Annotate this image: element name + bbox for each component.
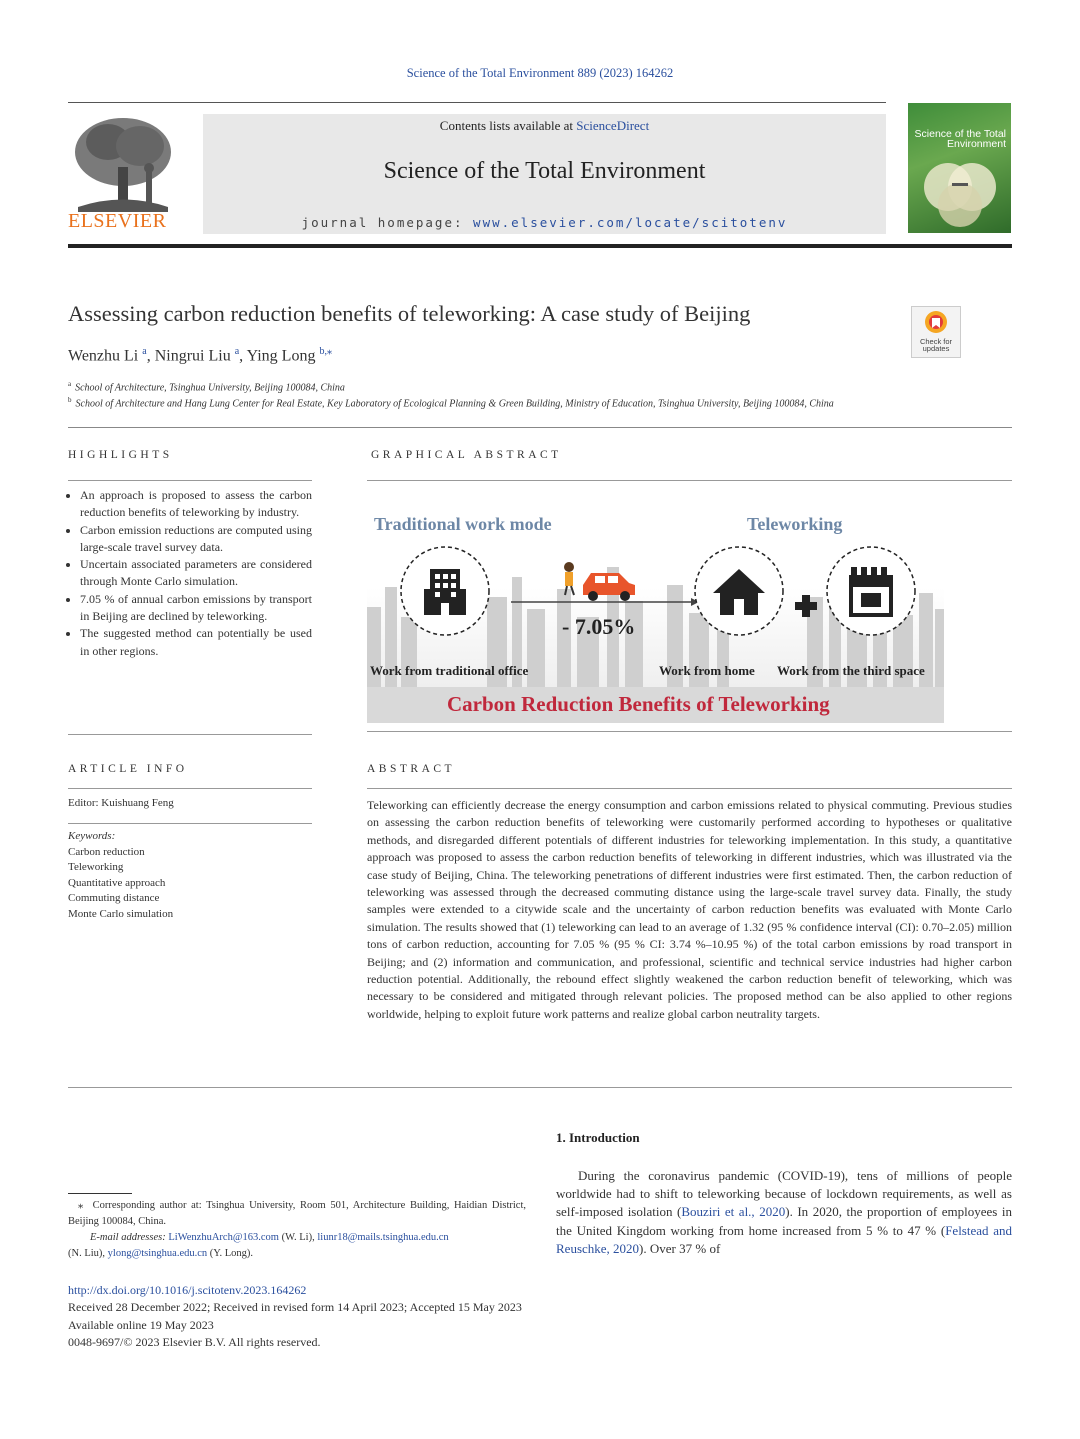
ga-home-label: Work from home [659, 663, 755, 678]
online-date: Available online 19 May 2023 [68, 1317, 214, 1332]
introduction-paragraph: During the coronavirus pandemic (COVID-19), tens of millions of people worldwide had to shift to teleworking because of lockdown requirements, as well as self-imposed isolation (Bouziri et al., 2020). In 2020, the proportion of employees in the United Kingdom working from home increased from 5 % to 47 % (Felstead and Reuschke, 2020). Over 37 % of [556, 1168, 1013, 1256]
journal-citation[interactable]: Science of the Total Environment 889 (2023) 164262 [406, 66, 674, 80]
check-updates-icon [924, 310, 948, 336]
affiliation: $^b$ School of Architecture and Hang Lung Center for Real Estate, Key Laboratory of Ecological Planning & Green Building, Ministry of Education, Tsinghua University, Beijing 100084, China [68, 396, 834, 410]
email-link[interactable]: ylong@tsinghua.edu.cn [107, 1248, 208, 1259]
highlight-item: • 7.05 % of annual carbon emissions by transport in Beijing are declined by teleworking. [80, 591, 312, 626]
home-icon [693, 545, 785, 637]
keyword[interactable]: Monte Carlo simulation [68, 907, 174, 920]
doi-link[interactable]: http://dx.doi.org/10.1016/j.scitotenv.2023.164262 [68, 1283, 307, 1297]
ga-traditional-label: Traditional work mode [374, 514, 552, 534]
graphical-abstract-heading: GRAPHICAL ABSTRACT [371, 449, 562, 461]
affiliation: $^a$ School of Architecture, Tsinghua University, Beijing 100084, China [68, 380, 345, 394]
homepage-link[interactable]: www.elsevier.com/locate/scitotenv [473, 215, 788, 230]
office-building-icon [399, 545, 491, 637]
elsevier-wordmark: ELSEVIER [68, 210, 167, 232]
citation-link[interactable]: Bouziri et al., 2020 [681, 1204, 786, 1220]
highlights-list [68, 487, 312, 660]
plus-icon [795, 595, 817, 617]
ga-third-space-label: Work from the third space [777, 663, 925, 678]
abstract-rule [367, 788, 1012, 789]
citation-link[interactable]: Felstead and Reuschke, 2020 [556, 1222, 1013, 1256]
highlights-heading: HIGHLIGHTS [68, 449, 173, 461]
author-affil-sup[interactable]: b,⁎ [319, 346, 332, 357]
email-link[interactable]: liunr18@mails.tsinghua.edu.cn [317, 1232, 449, 1243]
editor-rule [68, 823, 312, 824]
front-matter-end-rule [68, 1087, 1012, 1088]
graphical-abstract-figure[interactable] [367, 497, 944, 723]
ga-teleworking-label: Teleworking [747, 514, 843, 534]
check-for-updates-badge[interactable] [911, 306, 961, 358]
ga-office-label: Work from traditional office [370, 663, 529, 678]
history-dates: Received 28 December 2022; Received in revised form 14 April 2023; Accepted 15 May 2023 [68, 1300, 522, 1315]
highlight-item: • An approach is proposed to assess the carbon reduction benefits of teleworking by industry. [80, 487, 312, 522]
sciencedirect-link[interactable]: ScienceDirect [576, 118, 650, 133]
check-updates-label: Check for updates [919, 337, 953, 353]
copyright: 0048-9697/© 2023 Elsevier B.V. All rights reserved. [68, 1335, 321, 1350]
journal-banner [203, 114, 886, 234]
keyword[interactable]: Carbon reduction [68, 845, 145, 858]
header-divider [68, 102, 886, 103]
commute-arrow-car-icon [511, 557, 701, 607]
cover-title: Science of the Total Environment [914, 128, 1006, 150]
keyword[interactable]: Commuting distance [68, 892, 160, 905]
author-list: Wenzhu Li $^a$, Ningrui Liu $^a$, Ying Long $^{b,⁎}$ [68, 346, 332, 365]
keywords-block [68, 829, 173, 923]
email-link[interactable]: LiWenzhuArch@163.com [168, 1232, 279, 1243]
journal-cover[interactable] [908, 103, 1011, 233]
ga-reduction-value: - 7.05% [562, 614, 636, 639]
author-name[interactable]: Ying Long [246, 347, 316, 365]
author-name[interactable]: Wenzhu Li [68, 347, 139, 365]
publication-info [68, 1282, 522, 1352]
article-info-rule [68, 788, 312, 789]
keywords-label: Keywords: [68, 830, 116, 842]
keyword[interactable]: Teleworking [68, 861, 124, 874]
author-affil-sup[interactable]: a [142, 346, 147, 357]
ga-banner-title: Carbon Reduction Benefits of Teleworking [447, 692, 830, 716]
abstract-text: Teleworking can efficiently decrease the energy consumption and carbon emissions related to physical commuting. Previous studies on assessing the carbon reduction benefits of teleworking were customarily performed according to hypotheses or qualitative methods, and disregarded different potentials of different industries for teleworking implementation. In this study, a quantitative approach was proposed to assess the carbon reduction benefits of teleworking in different industries, which was illustrated via the case study of Beijing, China. The teleworking penetrations of different industries were first estimated. Then, the carbon reduction of teleworking was assessed through the decreased commuting distance using the large-scale travel survey data. Finally, the study samples were extended to a citywide scale and the uncertainty of carbon reduction benefits was evaluated with Monte Carlo simulation. The results showed that (1) teleworking can lead to an average of 1.32 (95 % confidence interval (CI): 0.70–2.05) million tons of carbon reduction, accounting for 7.05 % (95 % CI: 3.74 %–10.95 %) of the total carbon emissions by road transport in Beijing; and (2) information and communication, and professional, scientific and technical service industries had higher carbon reduction potential. Additionally, the rebound effect slightly weakened the carbon reduction benefit of teleworking, which was necessary to be considered and mitigated through relevant policies. The proposed method can be also applied to other regions worldwide, helping to exploit future work patterns and realize global carbon neutrality targets. [367, 798, 1012, 1021]
highlight-item: • The suggested method can potentially be used in other regions. [80, 625, 312, 660]
keyword[interactable]: Quantitative approach [68, 876, 166, 889]
contents-line: Contents lists available at ScienceDirect [439, 118, 650, 133]
cover-petal-graphic [916, 153, 1004, 228]
cafe-storefront-icon [825, 545, 917, 637]
ga-top-rule [367, 480, 1012, 481]
journal-title: Science of the Total Environment [383, 158, 706, 184]
abstract-heading: ABSTRACT [367, 763, 456, 775]
article-info-heading: ARTICLE INFO [68, 763, 188, 775]
article-title: Assessing carbon reduction benefits of teleworking: A case study of Beijing [68, 301, 751, 326]
author-name[interactable]: Ningrui Liu [154, 347, 231, 365]
highlights-end-rule [68, 734, 312, 735]
introduction-heading: 1. Introduction [556, 1130, 640, 1145]
highlights-rule [68, 480, 312, 481]
author-affil-sup[interactable]: a [234, 346, 240, 357]
journal-homepage: journal homepage: www.elsevier.com/locate/scitotenv [301, 215, 788, 230]
ga-bottom-rule [367, 731, 1012, 732]
editor-line: Editor: Kuishuang Feng [68, 797, 174, 809]
header-thick-rule [68, 244, 1012, 248]
highlight-item: • Carbon emission reductions are computed using large-scale travel survey data. [80, 522, 312, 557]
section-divider [68, 427, 1012, 428]
highlight-item: • Uncertain associated parameters are considered through Monte Carlo simulation. [80, 556, 312, 591]
footnote-rule [68, 1193, 132, 1194]
corresponding-author-footnote: ⁎ Corresponding author at: Tsinghua University, Room 501, Architecture Building, Haidian District, Beijing 100084, China. E-mail addresses: LiWenzhuArch@163.com (W. Li), liunr18@mails.tsinghua.edu.cn (N. Liu), ylong@tsinghua.edu.cn (Y. Long). [68, 1200, 526, 1259]
